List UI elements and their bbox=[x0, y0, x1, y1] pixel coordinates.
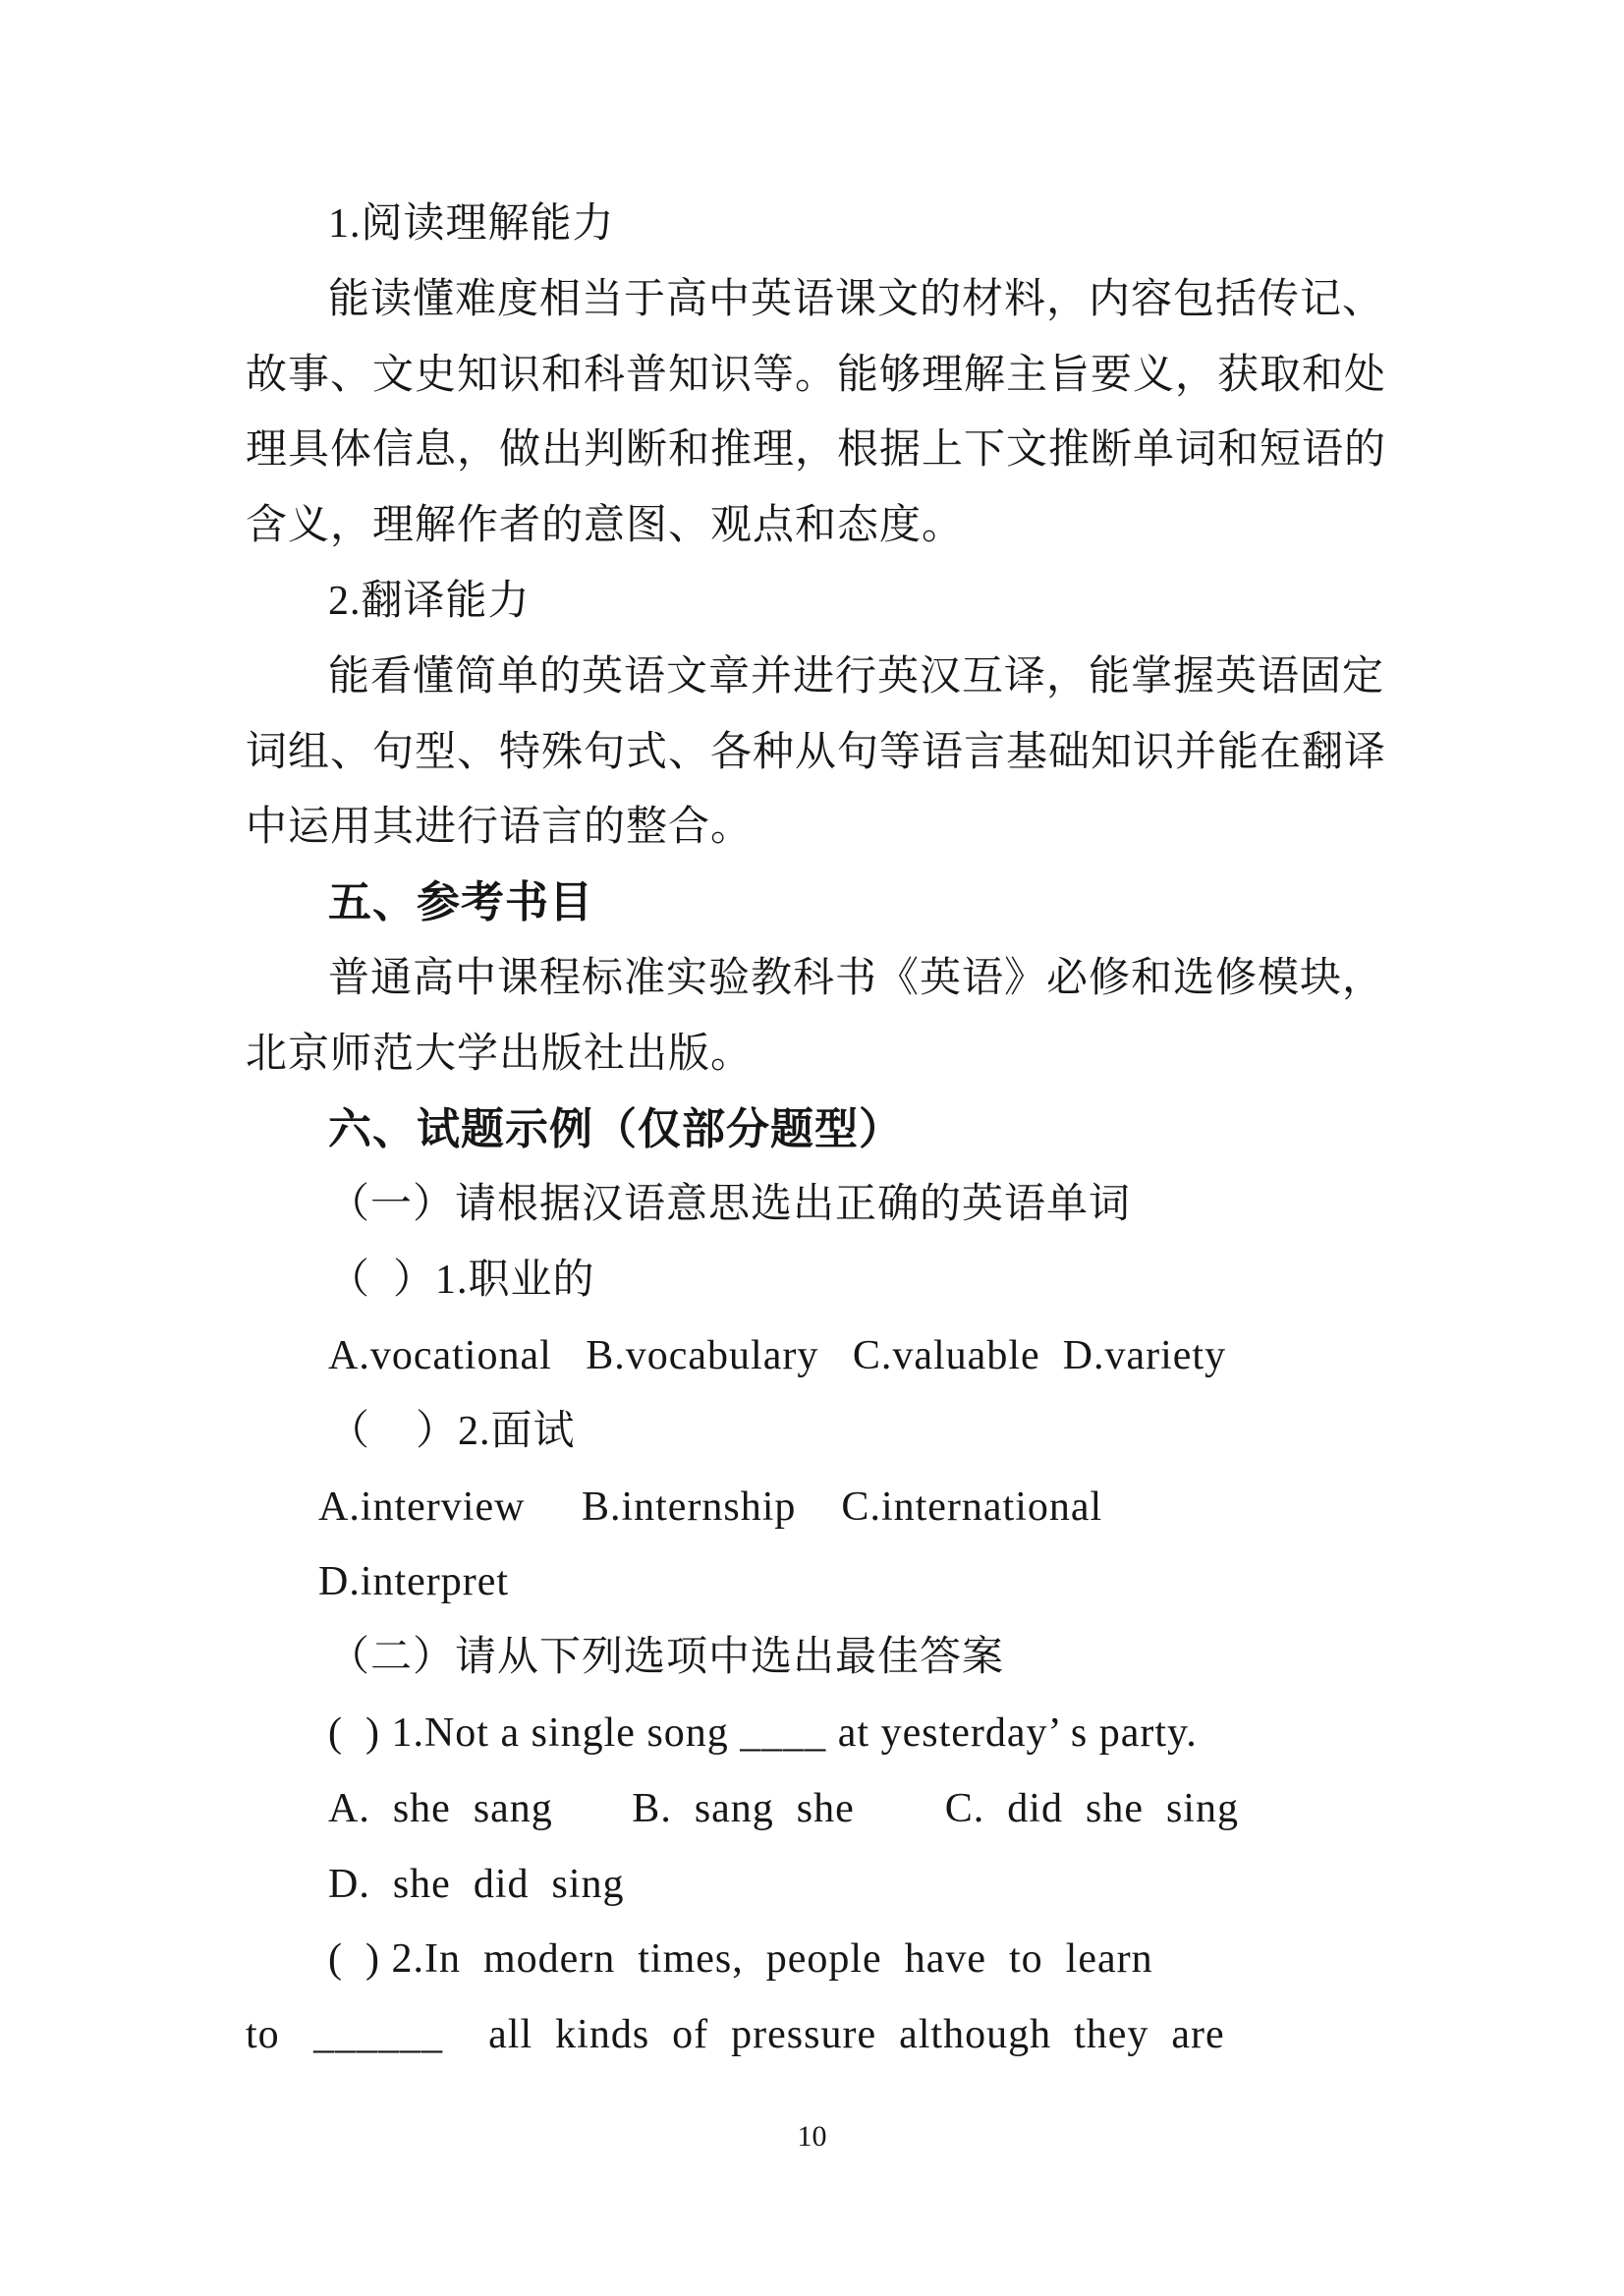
question-stem: （ ）2.面试 bbox=[328, 1408, 576, 1454]
paragraph-line: 能读懂难度相当于高中英语课文的材料，内容包括传记、 bbox=[328, 276, 1385, 322]
paragraph-line: 含义，理解作者的意图、观点和态度。 bbox=[246, 503, 965, 549]
paragraph-line: 故事、文史知识和科普知识等。能够理解主旨要义，获取和处 bbox=[246, 352, 1387, 398]
list-item-reading-ability: 1.阅读理解能力 bbox=[328, 201, 615, 247]
answer-options: A.vocational B.vocabulary C.valuable D.variety bbox=[328, 1332, 1227, 1378]
answer-options: A. she sang B. sang she C. did she sing bbox=[328, 1785, 1239, 1831]
question-stem: ( ) 1.Not a single song ____ at yesterday’ s party. bbox=[328, 1709, 1198, 1756]
question-stem-continued: to ______ all kinds of pressure although they are bbox=[246, 2012, 1225, 2058]
answer-options: A.interview B.internship C.international bbox=[318, 1484, 1103, 1530]
question-stem: ( ) 2.In modern times, people have to learn bbox=[328, 1936, 1153, 1983]
list-item-translation-ability: 2.翻译能力 bbox=[328, 578, 531, 624]
page-number: 10 bbox=[797, 2120, 827, 2153]
subsection-heading-part-one: （一）请根据汉语意思选出正确的英语单词 bbox=[328, 1182, 1132, 1228]
answer-options: D. she did sing bbox=[328, 1861, 625, 1907]
subsection-heading-part-two: （二）请从下列选项中选出最佳答案 bbox=[328, 1635, 1005, 1681]
question-stem: （ ）1.职业的 bbox=[328, 1258, 595, 1304]
paragraph-line: 中运用其进行语言的整合。 bbox=[246, 805, 754, 851]
answer-options: D.interpret bbox=[318, 1559, 510, 1605]
section-heading-references: 五、参考书目 bbox=[328, 878, 593, 927]
paragraph-line: 普通高中课程标准实验教科书《英语》必修和选修模块， bbox=[328, 955, 1385, 1001]
document-body bbox=[246, 187, 1395, 2073]
paragraph-line: 词组、句型、特殊句式、各种从句等语言基础知识并能在翻译 bbox=[246, 729, 1387, 775]
paragraph-line: 理具体信息，做出判断和推理，根据上下文推断单词和短语的 bbox=[246, 427, 1387, 474]
paragraph-line: 能看懂简单的英语文章并进行英汉互译，能掌握英语固定 bbox=[328, 653, 1385, 700]
section-heading-sample-questions: 六、试题示例（仅部分题型） bbox=[328, 1104, 903, 1153]
paragraph-line: 北京师范大学出版社出版。 bbox=[246, 1031, 754, 1077]
